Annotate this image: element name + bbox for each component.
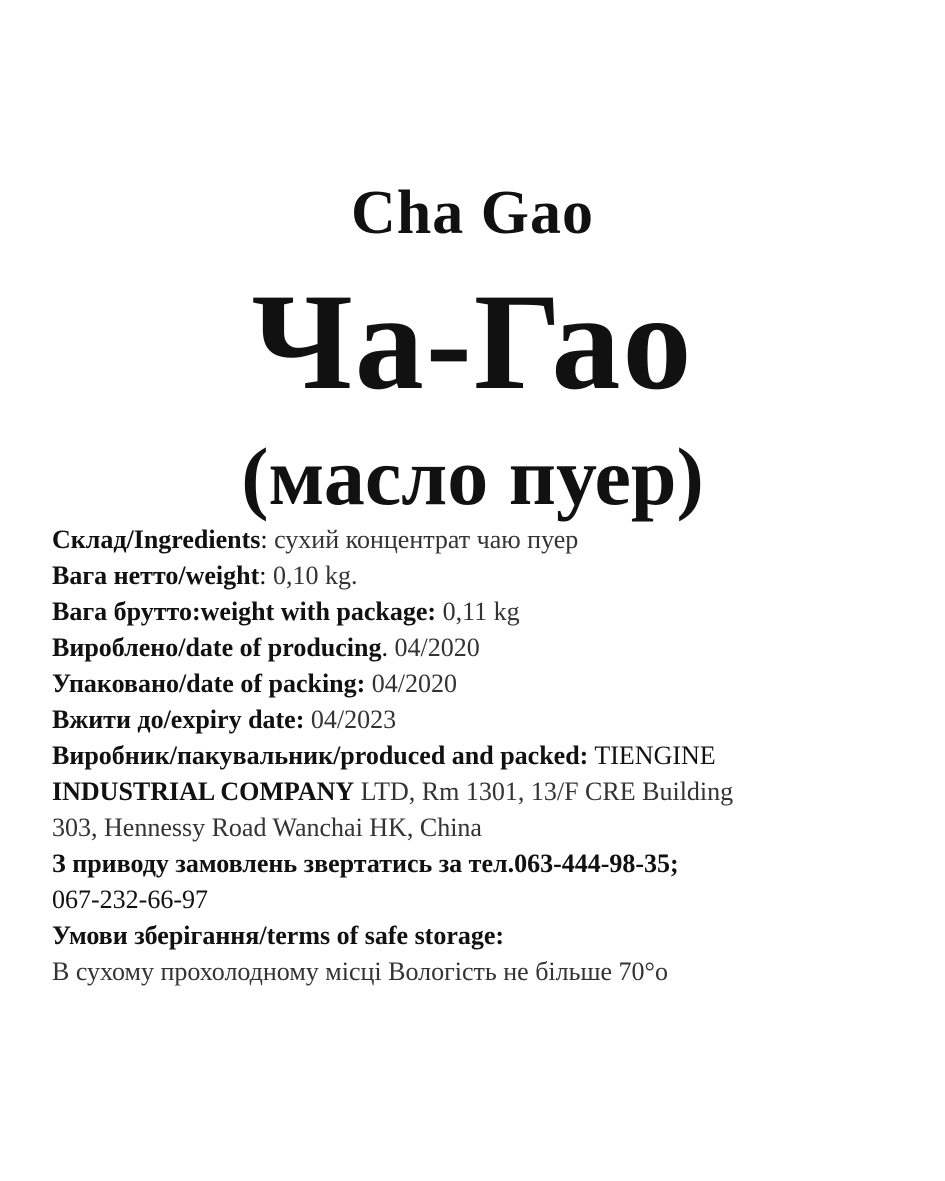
orders-line-2 [52, 882, 922, 918]
ingredients-value: сухий концентрат чаю пуер [274, 525, 579, 554]
orders-phone-1: З приводу замовлень звертатись за тел.063-444-98-35; [52, 849, 679, 878]
product-title-cyrillic: Ча-Гао [251, 265, 694, 418]
producer-name-bold: INDUSTRIAL COMPANY [52, 777, 355, 806]
ingredients-key: Склад/Ingredients [52, 525, 261, 554]
gross-weight-key: Вага брутто:weight with package: [52, 597, 437, 626]
expiry-date-key: Вжити до/expiry date: [52, 705, 305, 734]
packing-date-line [52, 666, 922, 702]
producer-line-3 [52, 810, 922, 846]
orders-line-1 [52, 846, 922, 882]
storage-key: Умови зберігання/terms of safe storage: [52, 921, 505, 950]
ingredients-line [52, 522, 922, 558]
packing-date-value: 04/2020 [371, 669, 458, 698]
product-title-latin: Cha Gao [351, 179, 594, 247]
storage-line-2 [52, 954, 922, 990]
net-weight-value: 0,10 kg. [273, 561, 358, 590]
net-weight-sep: : [259, 561, 273, 590]
storage-line-1 [52, 918, 922, 954]
producer-address-end: 303, Hennessy Road Wanchai HK, China [52, 813, 482, 842]
gross-weight-line [52, 594, 922, 630]
production-date-sep: . [381, 633, 395, 662]
ingredients-sep: : [260, 525, 275, 554]
producer-key: Виробник/пакувальник/produced and packed: [52, 741, 589, 770]
production-date-key: Вироблено/date of producing [52, 633, 382, 662]
expiry-date-line [52, 702, 922, 738]
producer-address-start: LTD, Rm 1301, 13/F CRE Building [360, 777, 734, 806]
gross-weight-value: 0,11 kg [442, 597, 520, 626]
orders-phone-2: 067-232-66-97 [52, 885, 208, 914]
production-date-line [52, 630, 922, 666]
product-subtitle: (масло пуер) [241, 431, 704, 522]
production-date-value: 04/2020 [394, 633, 480, 662]
net-weight-line [52, 558, 922, 594]
net-weight-key: Вага нетто/weight [52, 561, 260, 590]
packing-date-key: Упаковано/date of packing: [52, 669, 366, 698]
producer-name-start: TIENGINE [594, 741, 716, 770]
producer-line-1 [52, 738, 922, 774]
label-details [52, 522, 922, 990]
producer-line-2 [52, 774, 922, 810]
storage-value: В сухому прохолодному місці Вологість не більше 70°о [52, 957, 668, 986]
expiry-date-value: 04/2023 [310, 705, 397, 734]
